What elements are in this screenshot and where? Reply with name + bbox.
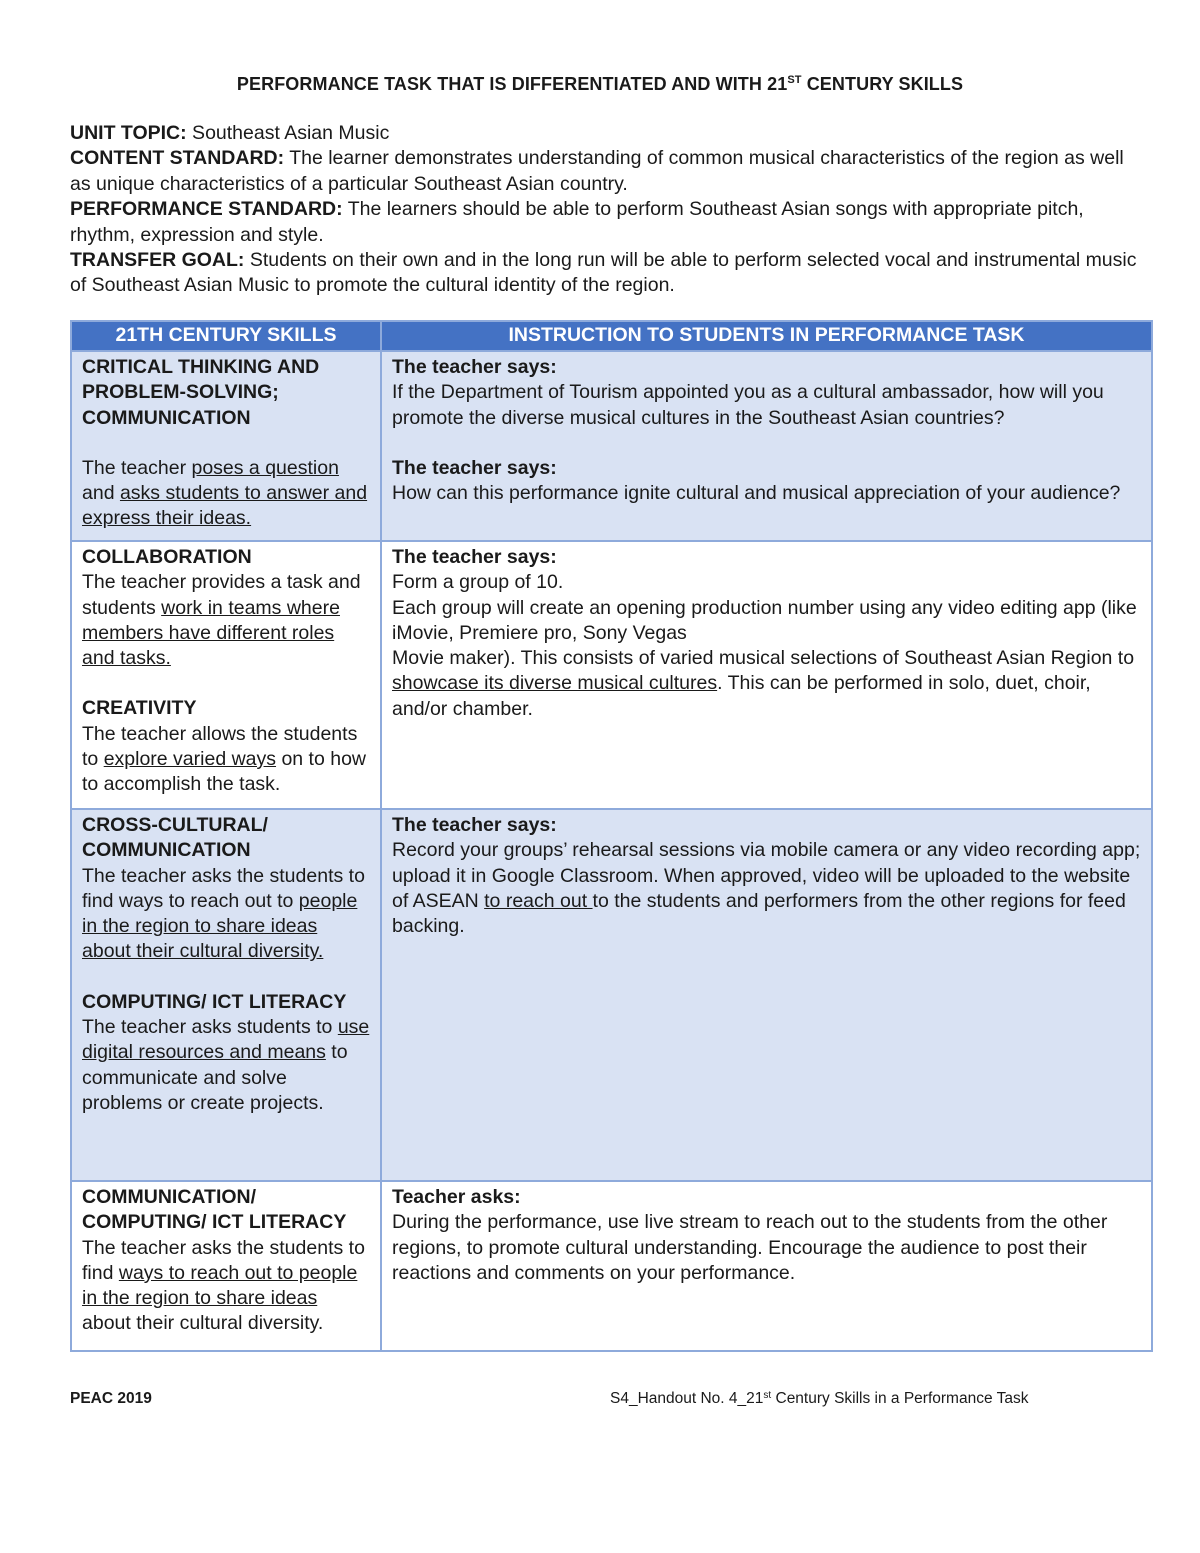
instruction-text: During the performance, use live stream to reach out to the students from the other regions, to promote cultural understanding. Encourage the audience to post their reactions and comments on your performance.: [392, 1211, 1108, 1284]
skill-title: CRITICAL THINKING AND PROBLEM-SOLVING; COMMUNICATION: [82, 356, 320, 429]
skill-cell: [71, 541, 381, 809]
skill-title: CREATIVITY: [82, 697, 197, 720]
table-row: [71, 351, 1152, 541]
says-label: The teacher says:: [392, 814, 557, 836]
skill-cell: [71, 351, 381, 541]
table-row: [71, 809, 1152, 1181]
header-instruction: INSTRUCTION TO STUDENTS IN PERFORMANCE TASK: [381, 321, 1152, 351]
skill-title: CROSS-CULTURAL/ COMMUNICATION: [82, 814, 268, 862]
table-header-row: [71, 321, 1152, 351]
instruction-text: Form a group of 10.: [392, 571, 564, 594]
instruction-cell: [381, 1181, 1152, 1351]
skill-title: COLLABORATION: [82, 546, 252, 568]
page-title: PERFORMANCE TASK THAT IS DIFFERENTIATED AND WITH 21ST CENTURY SKILLS: [236, 74, 964, 94]
instruction-text: If the Department of Tourism appointed you as a cultural ambassador, how will you promote the diverse musical cultures in the Southeast Asian countries?: [392, 381, 1104, 429]
skill-desc: The teacher poses a question and asks students to answer and express their ideas.: [82, 456, 368, 530]
skill-desc: The teacher allows the students to explore varied ways on to how to accomplish the task.: [82, 722, 367, 796]
skill-desc: The teacher asks the students to find ways to reach out to people in the region to share ideas about their cultural diversity.: [82, 864, 365, 963]
says-label: The teacher says:: [392, 456, 557, 479]
table-row: [71, 541, 1152, 809]
instruction-cell: [381, 809, 1152, 1181]
skill-title: COMMUNICATION/ COMPUTING/ ICT LITERACY: [82, 1186, 347, 1234]
instruction-text: Record your groups’ rehearsal sessions via mobile camera or any video recording app; upload it in Google Classroom. When approved, video will be uploaded to the website of ASEAN to reach out to the students and performers from the other regions for feed backing.: [392, 839, 1141, 938]
says-label: The teacher says:: [392, 356, 557, 378]
content-standard: CONTENT STANDARD: The learner demonstrates understanding of common musical characteristics of the region as well as unique characteristics of a particular Southeast Asian country.: [70, 147, 1124, 195]
performance-standard: PERFORMANCE STANDARD: The learners should be able to perform Southeast Asian songs with appropriate pitch, rhythm, expression and style.: [70, 198, 1084, 246]
table-row: [71, 1181, 1152, 1351]
unit-meta: [70, 121, 1140, 299]
instruction-text: Movie maker). This consists of varied musical selections of Southeast Asian Region to showcase its diverse musical cultures. This can be performed in solo, duet, choir, and/or chamber.: [392, 647, 1135, 720]
skill-desc: The teacher asks the students to find ways to reach out to people in the region to share ideas about their cultural diversity.: [82, 1236, 365, 1335]
transfer-goal: TRANSFER GOAL: Students on their own and in the long run will be able to perform selected vocal and instrumental music of Southeast Asian Music to promote the cultural identity of the region.: [70, 249, 1137, 297]
skill-desc: The teacher asks students to use digital resources and means to communicate and solve problems or create projects.: [82, 1016, 370, 1114]
footer-right: S4_Handout No. 4_21st Century Skills in a Performance Task: [610, 1390, 1029, 1407]
says-label: The teacher says:: [392, 546, 557, 568]
skill-desc: The teacher provides a task and students work in teams where members have different roles and tasks.: [82, 571, 361, 670]
footer-left: PEAC 2019: [70, 1390, 152, 1407]
instruction-text: How can this performance ignite cultural and musical appreciation of your audience?: [392, 482, 1121, 505]
skill-cell: [71, 1181, 381, 1351]
skill-cell: [71, 809, 381, 1181]
instruction-cell: [381, 351, 1152, 541]
performance-task-table: [70, 320, 1153, 1352]
instruction-text: Each group will create an opening production number using any video editing app (like iMovie, Premiere pro, Sony Vegas: [392, 596, 1137, 644]
unit-topic: UNIT TOPIC: Southeast Asian Music: [70, 122, 390, 144]
asks-label: Teacher asks:: [392, 1186, 521, 1208]
skill-title: COMPUTING/ ICT LITERACY: [82, 990, 347, 1013]
header-skills: 21TH CENTURY SKILLS: [71, 321, 381, 351]
instruction-cell: [381, 541, 1152, 809]
